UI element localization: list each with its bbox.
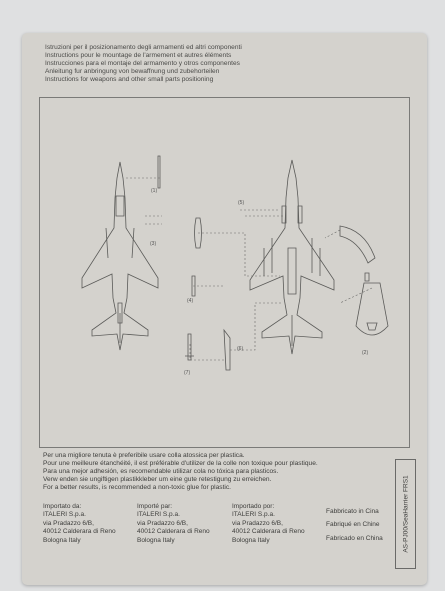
importer-country: Bologna Italy [232,536,270,544]
importer-street: via Pradazzo 6/B, [137,519,188,527]
glue-line-en: For a better results, is recommended a non-toxic glue for plastic. [43,484,232,492]
importer-block-it [43,503,116,545]
part-label-4: (4) [187,298,194,304]
aircraft-top-view [82,162,158,350]
header-line-es: Instrucciones para el montaje del armamento y otros componentes [45,60,240,67]
importer-street: via Pradazzo 6/B, [232,519,283,527]
glue-line-de: Verw enden sie ungiftigen plastikkleber um eine gute retestigung zu erreichen. [43,476,272,484]
part-6-canopy [340,226,375,263]
part-label-2: (2) [362,350,369,356]
header-line-de: Anleitung fur anbringung von bewaffnung und zubehorteilen [45,68,220,75]
glue-line-it: Per una migliore tenuta è preferibile usare colla atossica per plastica. [43,452,245,459]
made-in-fr: Fabriqué en Chine [326,521,380,529]
made-in-block [326,505,383,545]
part-label-1: (1) [151,188,158,194]
importer-country: Bologna Italy [43,536,81,544]
part-label-3: (3) [150,241,157,247]
importer-block-fr [137,503,210,545]
part-2-nose [356,283,388,335]
glue-notice [43,452,383,492]
product-code: AS-PJ00/SeaHarrier FRS1 [402,475,409,553]
header-line-en: Instructions for weapons and other small parts positioning [45,76,214,83]
importer-company: ITALERI S.p.a. [232,511,275,519]
importer-block-es [232,503,305,545]
made-in-it: Fabbricato in Cina [326,508,379,515]
header-line-fr: Instructions pour le mountage de l'armement et autres éléments [45,52,232,59]
importer-street: via Pradazzo 6/B, [43,519,94,527]
part-7-missile [185,334,194,360]
part-label-6: (6) [237,346,244,352]
importer-label: Importé par: [137,503,173,510]
glue-line-es: Para una mejor adhesión, es recomendable utilizar cola no tóxica para plasticos. [43,468,279,476]
importer-company: ITALERI S.p.a. [137,511,180,519]
header-line-it: Istruzioni per il posizionamento degli armamenti ed altri componenti [45,44,242,51]
importer-company: ITALERI S.p.a. [43,511,86,519]
part-1-pitot [158,156,160,188]
part-5-small [224,330,230,370]
aircraft-bottom-view [250,160,334,354]
importer-city: 40012 Calderara di Reno [137,528,210,536]
importer-city: 40012 Calderara di Reno [43,528,116,536]
glue-line-fr: Pour une meilleure étanchéité, il est préférable d'utilizer de la colle non toxique pour plastique. [43,460,318,468]
instructions-header [45,44,405,84]
assembly-diagram-frame [39,97,410,448]
part-label-7: (7) [184,370,191,376]
importer-label: Importato da: [43,503,82,510]
importer-city: 40012 Calderara di Reno [232,528,305,536]
made-in-es: Fabricado en China [326,534,383,542]
assembly-diagram [40,98,409,447]
part-label-5: (5) [238,200,245,206]
importer-label: Importado por: [232,503,275,510]
product-code-box [395,459,416,569]
importer-country: Bologna Italy [137,536,175,544]
